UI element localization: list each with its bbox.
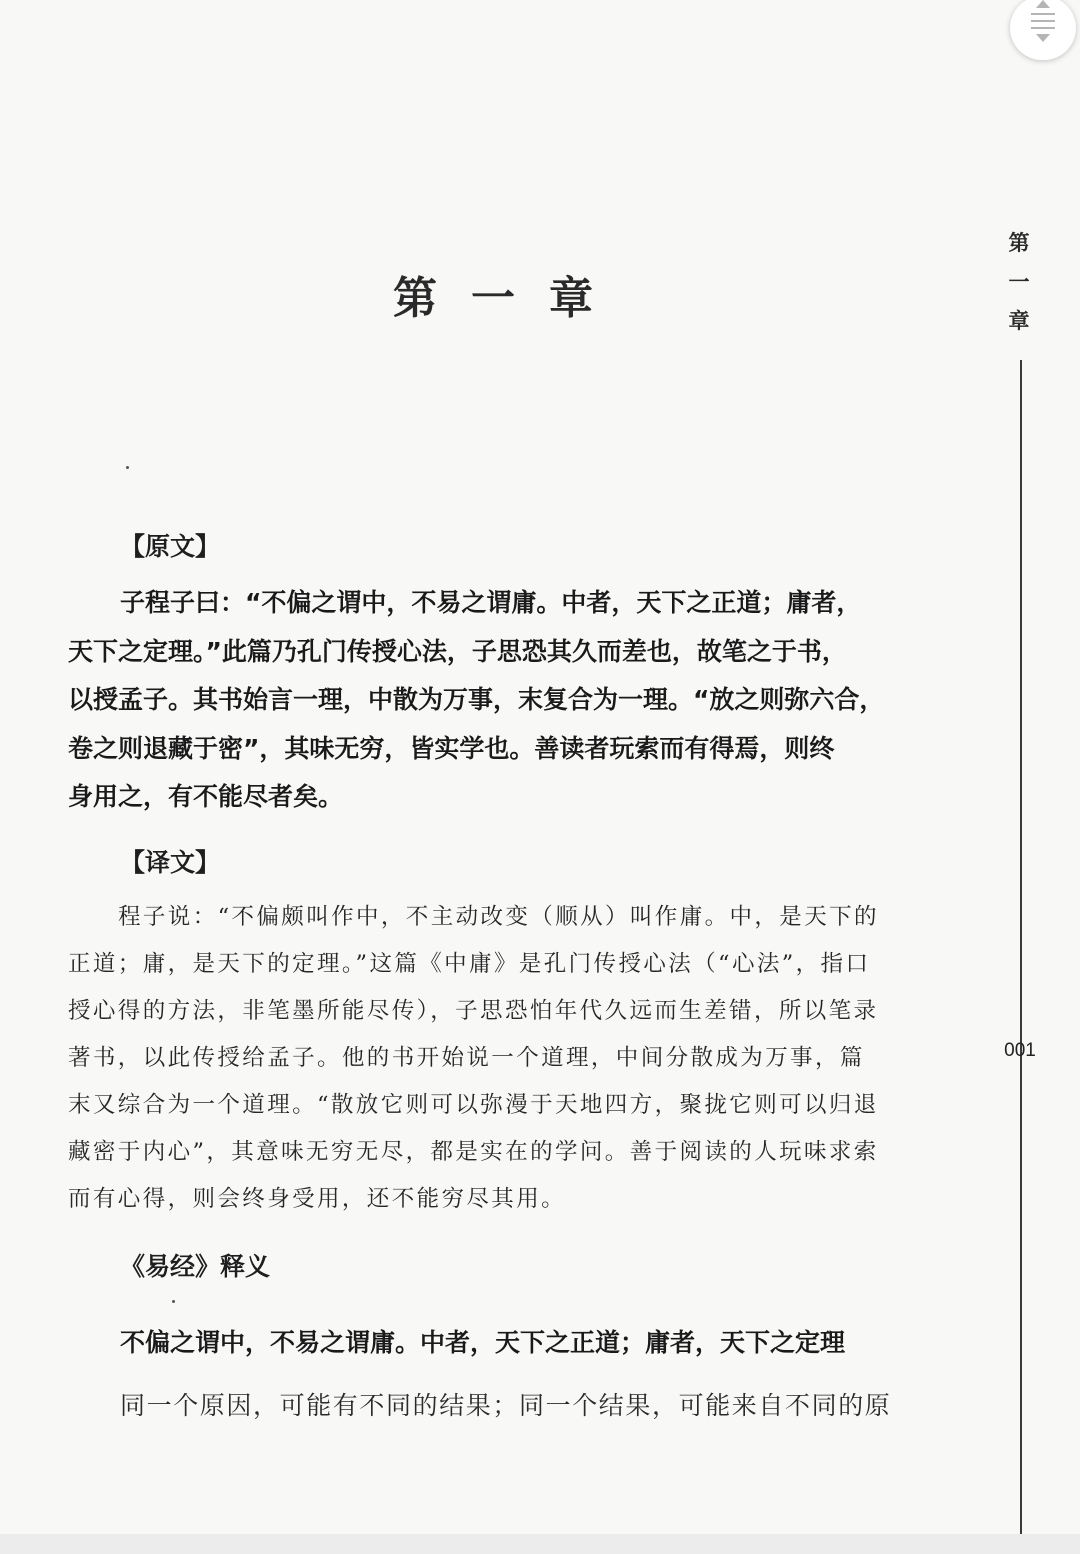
chapter-title: 第一章	[393, 273, 627, 324]
section-heading-yiwen: 【译文】	[120, 848, 221, 877]
text-line: 子程子曰：“不偏之谓中，不易之谓庸。中者，天下之正道；庸者，	[120, 588, 862, 617]
grip-line-icon	[1031, 13, 1055, 15]
text-line: 卷之则退藏于密”，其味无穷，皆实学也。善读者玩索而有得焉，则终	[68, 733, 835, 763]
text-line: 藏密于内心”，其意味无穷无尽，都是实在的学问。善于阅读的人玩味求索	[68, 1139, 879, 1165]
chevron-down-icon[interactable]	[1036, 34, 1050, 42]
chapter-side-tab	[1004, 228, 1034, 345]
chevron-up-icon[interactable]	[1036, 0, 1050, 8]
text-line: 著书，以此传授给孟子。他的书开始说一个道理，中间分散成为万事，篇	[68, 1045, 865, 1071]
bottom-bar	[0, 1534, 1080, 1554]
page-number: 001	[1004, 1040, 1036, 1061]
text-line: 程子说：“不偏颇叫作中，不主动改变（顺从）叫作庸。中，是天下的	[118, 904, 879, 930]
text-line: 身用之，有不能尽者矣。	[68, 782, 344, 811]
print-speck	[172, 1300, 175, 1303]
yiwen-paragraph	[68, 894, 948, 1223]
yijing-paragraph: 同一个原因，可能有不同的结果；同一个结果，可能来自不同的原	[120, 1391, 892, 1420]
side-tab-char: 章	[1008, 308, 1030, 333]
print-speck	[126, 466, 129, 469]
margin-rule	[1020, 360, 1022, 1535]
text-line: 正道；庸，是天下的定理。”这篇《中庸》是孔门传授心法（“心法”，指口	[68, 951, 871, 977]
scroll-handle[interactable]	[1010, 0, 1076, 60]
text-line: 而有心得，则会终身受用，还不能穷尽其用。	[68, 1186, 567, 1212]
side-tab-char: 第	[1008, 230, 1030, 255]
text-line: 天下之定理。”此篇乃孔门传授心法，子思恐其久而差也，故笔之于书，	[68, 636, 847, 666]
section-heading-yijing: 《易经》释义	[120, 1252, 271, 1281]
text-line: 末又综合为一个道理。“散放它则可以弥漫于天地四方，聚拢它则可以归退	[68, 1092, 879, 1118]
section-heading-yuanwen: 【原文】	[120, 532, 221, 561]
text-line: 授心得的方法，非笔墨所能尽传），子思恐怕年代久远而生差错，所以笔录	[68, 998, 879, 1024]
grip-line-icon	[1031, 27, 1055, 29]
side-tab-char: 一	[1008, 269, 1030, 294]
text-line: 以授孟子。其书始言一理，中散为万事，末复合为一理。“放之则弥六合，	[68, 685, 885, 714]
grip-line-icon	[1031, 20, 1055, 22]
yijing-subheading: 不偏之谓中，不易之谓庸。中者，天下之正道；庸者，天下之定理	[120, 1328, 846, 1357]
yuanwen-paragraph	[68, 579, 948, 822]
